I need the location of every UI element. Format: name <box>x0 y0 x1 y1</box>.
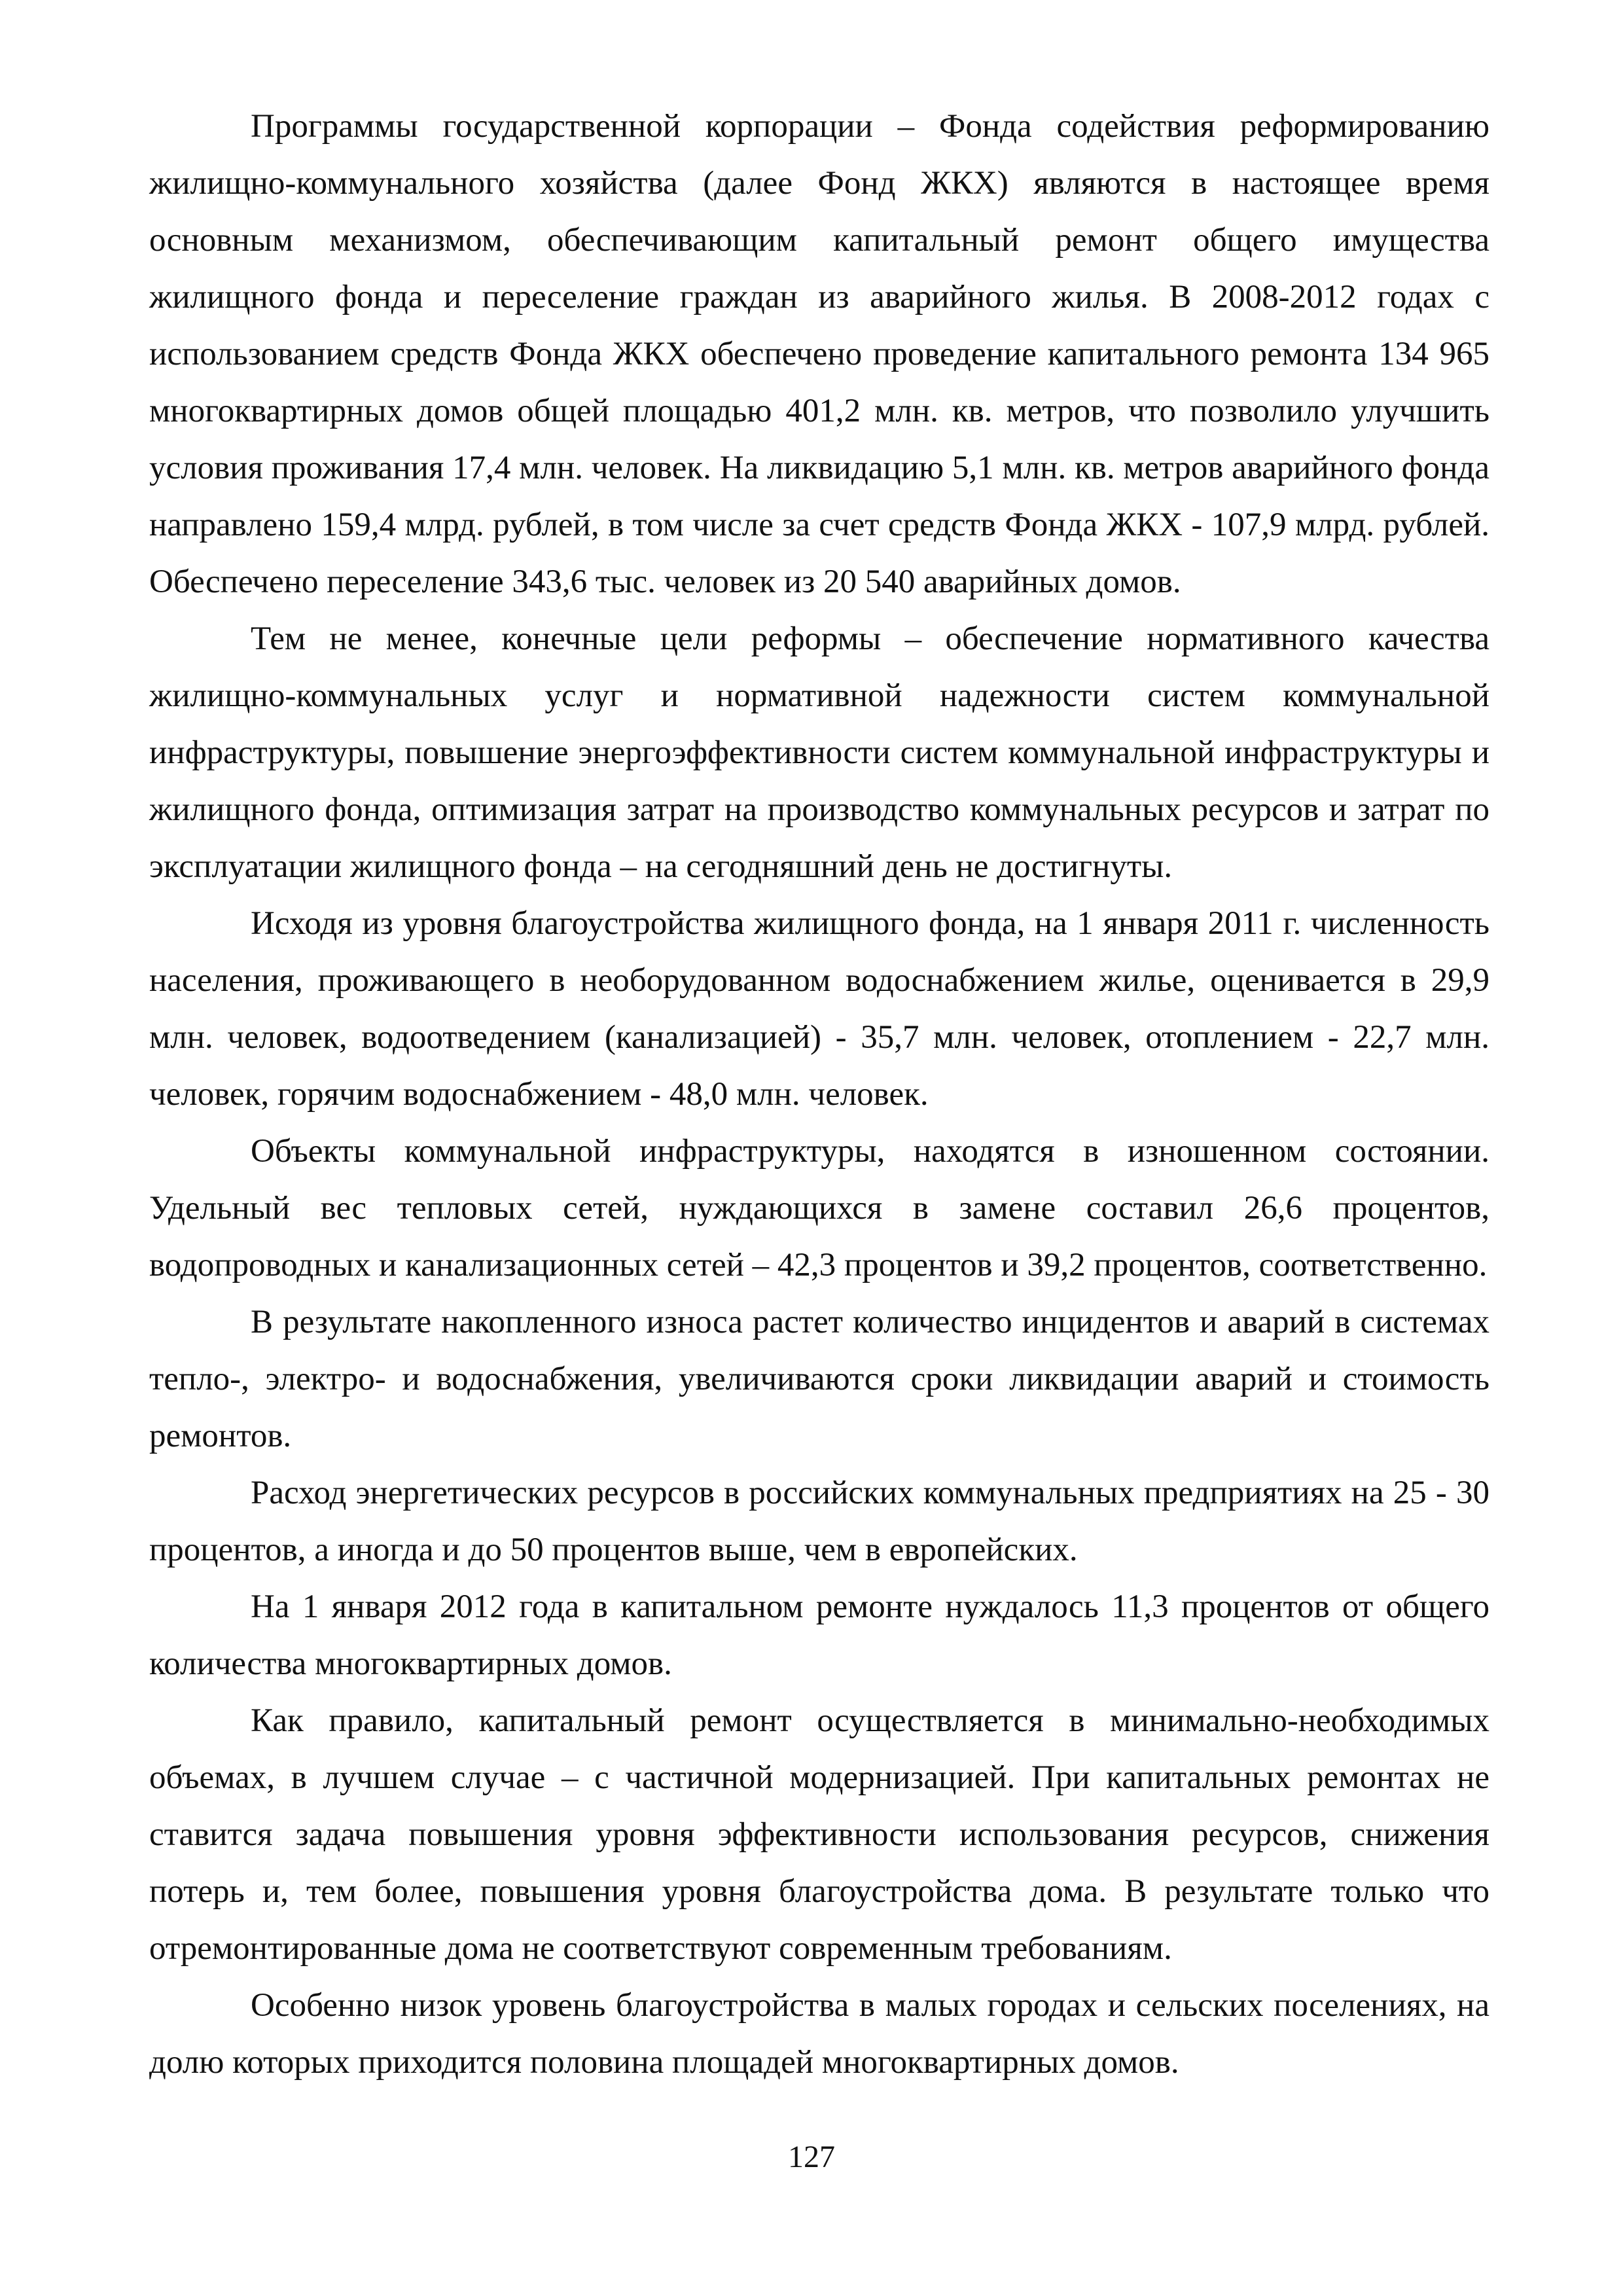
paragraph-7: На 1 января 2012 года в капитальном ремонте нуждалось 11,3 процентов от общего количества многоквартирных домов. <box>149 1588 1489 1682</box>
paragraph-9: Особенно низок уровень благоустройства в малых городах и сельских поселениях, на долю которых приходится половина площадей многоквартирных домов. <box>149 1987 1489 2081</box>
paragraph-4: Объекты коммунальной инфраструктуры, находятся в изношенном состоянии. Удельный вес тепловых сетей, нуждающихся в замене составил 26,6 процентов, водопроводных и канализационных сетей – 42,3 процентов и 39,2 процентов, соответственно. <box>149 1133 1489 1283</box>
page-number: 127 <box>788 2140 835 2174</box>
paragraph-1: Программы государственной корпорации – Фонда содействия реформированию жилищно-коммунального хозяйства (далее Фонд ЖКХ) являются в настоящее время основным механизмом, обеспечивающим капитальный ремонт общего имущества жилищного фонда и переселение граждан из аварийного жилья. В 2008-2012 годах с использованием средств Фонда ЖКХ обеспечено проведение капитального ремонта 134 965 многоквартирных домов общей площадью 401,2 млн. кв. метров, что позволило улучшить условия проживания 17,4 млн. человек. На ликвидацию 5,1 млн. кв. метров аварийного фонда направлено 159,4 млрд. рублей, в том числе за счет средств Фонда ЖКХ - 107,9 млрд. рублей. Обеспечено переселение 343,6 тыс. человек из 20 540 аварийных домов. <box>149 108 1489 600</box>
paragraph-6: Расход энергетических ресурсов в российских коммунальных предприятиях на 25 - 30 процентов, а иногда и до 50 процентов выше, чем в европейских. <box>149 1475 1489 1568</box>
paragraph-2: Тем не менее, конечные цели реформы – обеспечение нормативного качества жилищно-коммунальных услуг и нормативной надежности систем коммунальной инфраструктуры, повышение энергоэффективности систем коммунальной инфраструктуры и жилищного фонда, оптимизация затрат на производство коммунальных ресурсов и затрат по эксплуатации жилищного фонда – на сегодняшний день не достигнуты. <box>149 620 1489 885</box>
paragraph-5: В результате накопленного износа растет количество инцидентов и аварий в системах тепло-, электро- и водоснабжения, увеличиваются сроки ликвидации аварий и стоимость ремонтов. <box>149 1304 1489 1454</box>
paragraph-3: Исходя из уровня благоустройства жилищного фонда, на 1 января 2011 г. численность населения, проживающего в необорудованном водоснабжением жилье, оценивается в 29,9 млн. человек, водоотведением (канализацией) - 35,7 млн. человек, отоплением - 22,7 млн. человек, горячим водоснабжением - 48,0 млн. человек. <box>149 905 1489 1113</box>
paragraph-8: Как правило, капитальный ремонт осуществляется в минимально-необходимых объемах, в лучшем случае – с частичной модернизацией. При капитальных ремонтах не ставится задача повышения уровня эффективности использования ресурсов, снижения потерь и, тем более, повышения уровня благоустройства дома. В результате только что отремонтированные дома не соответствуют современным требованиям. <box>149 1702 1489 1967</box>
document-body <box>149 98 1489 2091</box>
